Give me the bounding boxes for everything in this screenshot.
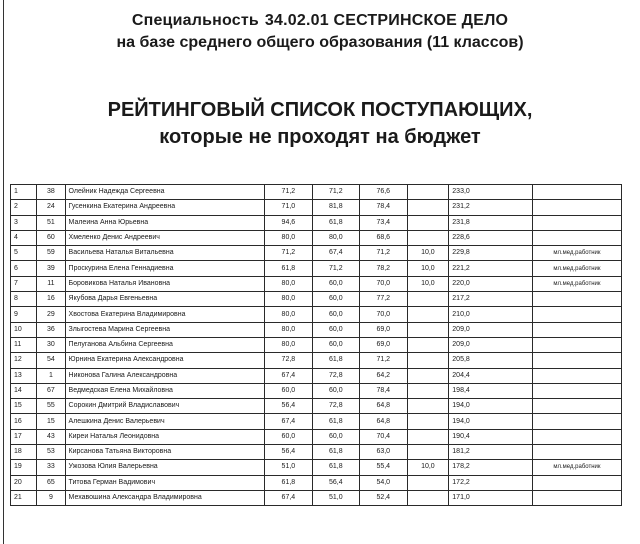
table-row [11,215,622,230]
table-row [11,200,622,215]
row-number: 8 [11,292,37,307]
bonus-points [407,445,449,460]
row-number: 19 [11,460,37,475]
score-3: 76,6 [360,185,407,200]
score-3: 70,0 [360,307,407,322]
score-1: 80,0 [265,307,312,322]
applicant-note [532,383,621,398]
applicant-id: 16 [37,292,65,307]
score-1: 80,0 [265,322,312,337]
score-3: 71,2 [360,353,407,368]
bonus-points [407,292,449,307]
applicant-note [532,322,621,337]
applicant-name: Ужозова Юлия Валерьевна [65,460,265,475]
total-score: 220,0 [449,276,533,291]
table-row [11,475,622,490]
total-score: 194,0 [449,414,533,429]
applicant-id: 30 [37,337,65,352]
row-number: 21 [11,490,37,505]
applicant-note [532,414,621,429]
score-2: 67,4 [312,246,359,261]
applicant-id: 38 [37,185,65,200]
score-3: 64,8 [360,414,407,429]
row-number: 12 [11,353,37,368]
total-score: 209,0 [449,322,533,337]
bonus-points [407,200,449,215]
applicant-note [532,353,621,368]
applicant-name: Титова Герман Вадимович [65,475,265,490]
score-2: 60,0 [312,337,359,352]
applicant-name: Кирсанова Татьяна Викторовна [65,445,265,460]
score-1: 80,0 [265,292,312,307]
score-2: 71,2 [312,261,359,276]
table-row [11,353,622,368]
specialty-label: Специальность [131,12,259,29]
bonus-points [407,215,449,230]
applicant-id: 29 [37,307,65,322]
total-score: 221,2 [449,261,533,276]
bonus-points [407,475,449,490]
applicant-id: 65 [37,475,65,490]
score-2: 60,0 [312,276,359,291]
score-2: 60,0 [312,307,359,322]
score-3: 63,0 [360,445,407,460]
row-number: 5 [11,246,37,261]
applicant-note: мл.мед.работник [532,276,621,291]
row-number: 6 [11,261,37,276]
score-2: 72,8 [312,399,359,414]
applicant-id: 60 [37,230,65,245]
applicant-note: мл.мед.работник [532,261,621,276]
document-header [0,10,640,54]
applicant-id: 36 [37,322,65,337]
table-row [11,292,622,307]
applicant-id: 55 [37,399,65,414]
applicant-note [532,445,621,460]
table-row [11,337,622,352]
row-number: 9 [11,307,37,322]
row-number: 2 [11,200,37,215]
score-3: 70,4 [360,429,407,444]
applicant-note [532,215,621,230]
score-2: 51,0 [312,490,359,505]
applicant-name: Хмеленко Денис Андреевич [65,230,265,245]
score-1: 60,0 [265,383,312,398]
applicant-name: Злыгостева Марина Сергеевна [65,322,265,337]
score-3: 73,4 [360,215,407,230]
row-number: 10 [11,322,37,337]
score-1: 72,8 [265,353,312,368]
score-3: 78,2 [360,261,407,276]
applicant-note [532,429,621,444]
row-number: 4 [11,230,37,245]
total-score: 231,2 [449,200,533,215]
total-score: 229,8 [449,246,533,261]
row-number: 7 [11,276,37,291]
score-3: 70,0 [360,276,407,291]
score-3: 64,2 [360,368,407,383]
total-score: 190,4 [449,429,533,444]
applicant-note [532,399,621,414]
total-score: 205,8 [449,353,533,368]
bonus-points: 10,0 [407,261,449,276]
applicant-name: Мехавошина Александра Владимировна [65,490,265,505]
row-number: 3 [11,215,37,230]
table-row [11,490,622,505]
total-score: 228,6 [449,230,533,245]
bonus-points: 10,0 [407,246,449,261]
score-1: 61,8 [265,261,312,276]
rating-table [10,184,622,506]
bonus-points: 10,0 [407,460,449,475]
bonus-points [407,383,449,398]
row-number: 17 [11,429,37,444]
page-title [0,97,640,151]
applicant-name: Юрнина Екатерина Александровна [65,353,265,368]
bonus-points [407,307,449,322]
table-row [11,246,622,261]
applicant-id: 53 [37,445,65,460]
bonus-points [407,230,449,245]
total-score: 231,8 [449,215,533,230]
applicant-note [532,475,621,490]
table-row [11,185,622,200]
applicant-note [532,200,621,215]
score-3: 69,0 [360,337,407,352]
total-score: 204,4 [449,368,533,383]
score-3: 55,4 [360,460,407,475]
score-1: 60,0 [265,429,312,444]
score-2: 80,0 [312,230,359,245]
table-row [11,322,622,337]
score-3: 64,8 [360,399,407,414]
score-1: 67,4 [265,490,312,505]
applicant-name: Олейник Надежда Сергеевна [65,185,265,200]
score-2: 61,8 [312,445,359,460]
row-number: 13 [11,368,37,383]
applicant-name: Гусенкина Екатерина Андреевна [65,200,265,215]
score-3: 78,4 [360,200,407,215]
row-number: 18 [11,445,37,460]
rating-table-body [11,185,622,506]
row-number: 20 [11,475,37,490]
table-row [11,383,622,398]
bonus-points [407,429,449,444]
score-2: 71,2 [312,185,359,200]
score-1: 67,4 [265,414,312,429]
table-row [11,460,622,475]
applicant-note: мл.мед.работник [532,246,621,261]
score-2: 56,4 [312,475,359,490]
applicant-id: 11 [37,276,65,291]
total-score: 194,0 [449,399,533,414]
total-score: 172,2 [449,475,533,490]
applicant-name: Якубова Дарья Евгеньевна [65,292,265,307]
score-1: 80,0 [265,337,312,352]
score-1: 56,4 [265,445,312,460]
applicant-name: Пелуганова Альбина Сергеевна [65,337,265,352]
score-1: 80,0 [265,230,312,245]
total-score: 209,0 [449,337,533,352]
applicant-note [532,185,621,200]
total-score: 233,0 [449,185,533,200]
total-score: 210,0 [449,307,533,322]
table-row [11,368,622,383]
score-3: 68,6 [360,230,407,245]
applicant-note [532,490,621,505]
score-2: 61,8 [312,460,359,475]
specialty-line [0,10,640,32]
table-row [11,307,622,322]
score-1: 94,6 [265,215,312,230]
applicant-name: Проскурина Елена Геннадиевна [65,261,265,276]
row-number: 15 [11,399,37,414]
total-score: 217,2 [449,292,533,307]
applicant-name: Хвостова Екатерина Владимировна [65,307,265,322]
bonus-points [407,399,449,414]
table-row [11,399,622,414]
score-3: 69,0 [360,322,407,337]
applicant-name: Васильева Наталья Витальевна [65,246,265,261]
specialty-code: 34.02.01 СЕСТРИНСКОЕ ДЕЛО [264,12,509,29]
applicant-note [532,307,621,322]
applicant-note [532,337,621,352]
applicant-id: 67 [37,383,65,398]
applicant-name: Ведмедская Елена Михайловна [65,383,265,398]
score-3: 78,4 [360,383,407,398]
score-1: 51,0 [265,460,312,475]
table-row [11,414,622,429]
score-1: 71,2 [265,246,312,261]
applicant-name: Киреи Наталья Леонидовна [65,429,265,444]
bonus-points [407,368,449,383]
bonus-points: 10,0 [407,276,449,291]
score-2: 60,0 [312,429,359,444]
applicant-id: 39 [37,261,65,276]
score-2: 60,0 [312,292,359,307]
score-2: 61,8 [312,414,359,429]
applicant-id: 33 [37,460,65,475]
score-3: 71,2 [360,246,407,261]
score-1: 71,0 [265,200,312,215]
applicant-id: 1 [37,368,65,383]
table-row [11,445,622,460]
bonus-points [407,414,449,429]
table-row [11,429,622,444]
score-1: 67,4 [265,368,312,383]
score-2: 61,8 [312,353,359,368]
total-score: 178,2 [449,460,533,475]
applicant-note: мл.мед.работник [532,460,621,475]
applicant-name: Сорокин Дмитрий Владиславович [65,399,265,414]
table-row [11,276,622,291]
applicant-id: 54 [37,353,65,368]
title-line-1: РЕЙТИНГОВЫЙ СПИСОК ПОСТУПАЮЩИХ, [107,99,533,121]
bonus-points [407,490,449,505]
row-number: 16 [11,414,37,429]
score-3: 77,2 [360,292,407,307]
applicant-id: 51 [37,215,65,230]
applicant-note [532,230,621,245]
applicant-note [532,292,621,307]
score-2: 81,8 [312,200,359,215]
education-base: на базе среднего общего образования (11 классов) [116,34,524,51]
applicant-name: Никонова Галина Александровна [65,368,265,383]
applicant-id: 15 [37,414,65,429]
score-2: 60,0 [312,322,359,337]
score-2: 60,0 [312,383,359,398]
score-2: 61,8 [312,215,359,230]
score-3: 52,4 [360,490,407,505]
applicant-id: 43 [37,429,65,444]
bonus-points [407,337,449,352]
row-number: 11 [11,337,37,352]
table-row [11,261,622,276]
bonus-points [407,185,449,200]
applicant-name: Малеина Анна Юрьевна [65,215,265,230]
score-1: 80,0 [265,276,312,291]
row-number: 14 [11,383,37,398]
score-2: 72,8 [312,368,359,383]
total-score: 181,2 [449,445,533,460]
title-line-2: которые не проходят на бюджет [159,126,481,148]
total-score: 198,4 [449,383,533,398]
score-1: 71,2 [265,185,312,200]
row-number: 1 [11,185,37,200]
score-3: 54,0 [360,475,407,490]
applicant-name: Боровикова Наталья Ивановна [65,276,265,291]
page-left-border [3,0,4,544]
applicant-id: 9 [37,490,65,505]
bonus-points [407,353,449,368]
score-1: 61,8 [265,475,312,490]
applicant-note [532,368,621,383]
total-score: 171,0 [449,490,533,505]
applicant-id: 24 [37,200,65,215]
applicant-name: Алешкина Денис Валерьевич [65,414,265,429]
applicant-id: 59 [37,246,65,261]
bonus-points [407,322,449,337]
table-row [11,230,622,245]
score-1: 56,4 [265,399,312,414]
